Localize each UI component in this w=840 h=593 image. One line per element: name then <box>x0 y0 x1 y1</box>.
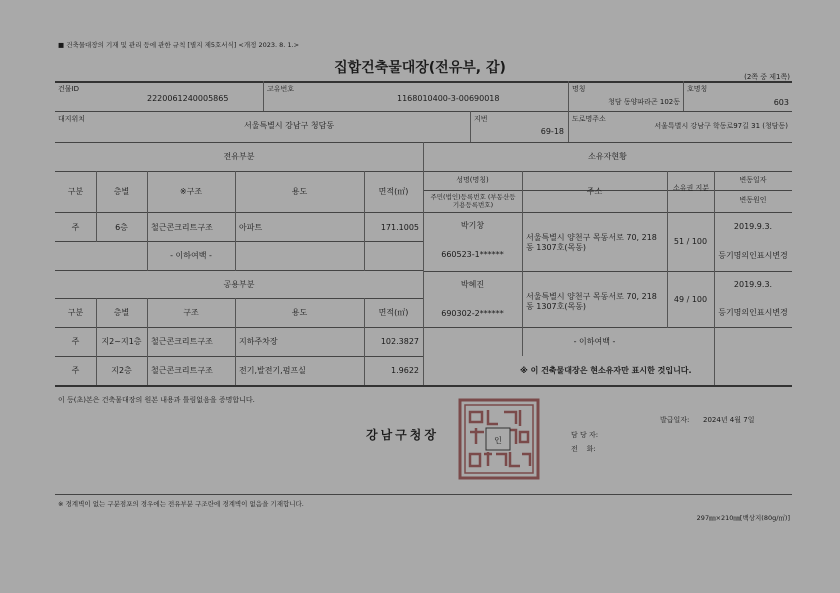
common-header-type: 구분 <box>67 308 84 317</box>
owner-2-name: 박혜진 <box>460 280 485 289</box>
col-header-owner-address: 주소 <box>586 187 603 196</box>
road-address: 서울특별시 강남구 학동로97길 31 (청담동) <box>654 122 788 130</box>
exclusive-use: 아파트 <box>239 223 263 232</box>
owner-1-name: 박기창 <box>460 221 485 230</box>
exclusive-floor: 6층 <box>115 223 128 232</box>
bottom-note: ※ 경계벽이 없는 구분점포의 경우에는 전유부분 구조란에 경계벽이 없음을 기재합니다. <box>58 500 304 508</box>
building-name: 청담 동양파라곤 102동 <box>608 98 680 106</box>
owners-notice: ※ 이 건축물대장은 현소유자만 표시한 것입니다. <box>520 366 692 375</box>
row-divider <box>423 271 792 272</box>
document-title: 집합건축물대장(전유부, 갑) <box>334 60 506 76</box>
col-divider <box>364 171 365 271</box>
col-divider <box>568 81 569 142</box>
col-header-type: 구분 <box>67 187 84 196</box>
col-divider <box>470 111 471 142</box>
form-note: ■ 건축물대장의 기재 및 관리 등에 관한 규칙 [별지 제5호서식] <개정 2023. 8. 1.> <box>58 41 300 49</box>
col-header-floor: 층별 <box>113 187 130 196</box>
paper-spec: 297㎜×210㎜[백상지(80g/㎡)] <box>696 514 790 522</box>
table-top-border <box>55 81 792 83</box>
col-header-change-reason: 변동원인 <box>739 196 767 204</box>
exclusive-structure: 철근콘크리트구조 <box>151 223 213 232</box>
owner-1-change-reason: 등기명의인표시변경 <box>718 251 788 260</box>
col-header-area: 면적(㎡) <box>378 187 409 196</box>
col-divider <box>667 171 668 328</box>
owners-blank-note: - 이하여백 - <box>573 337 616 346</box>
location: 서울특별시 강남구 청담동 <box>244 121 335 130</box>
unit-label: 호명칭 <box>687 85 708 93</box>
lot-number: 69-18 <box>540 127 564 136</box>
common-header-use: 용도 <box>291 308 308 317</box>
col-header-owner-name: 성명(명칭) <box>456 176 489 184</box>
col-divider <box>235 171 236 271</box>
common-2-area: 1.9622 <box>391 366 419 375</box>
row-divider <box>55 270 423 271</box>
name-label: 명칭 <box>572 85 586 93</box>
location-label: 대지위치 <box>58 115 86 123</box>
col-header-owner-id: 주민(법인)등록번호 (부동산등기용등록번호) <box>430 193 516 209</box>
exclusive-blank-note: - 이하여백 - <box>170 251 212 260</box>
col-divider <box>683 81 684 111</box>
col-header-share: 소유권 지분 <box>672 184 710 192</box>
owner-2-id: 690302-2****** <box>441 309 504 318</box>
page-info: (2쪽 중 제1쪽) <box>744 73 790 81</box>
exclusive-section-title: 전유부분 <box>223 152 255 161</box>
official-seal-icon <box>458 398 540 480</box>
svg-text:인: 인 <box>494 436 502 445</box>
common-1-floor: 지2~지1층 <box>101 337 142 346</box>
owner-1-address: 서울특별시 양천구 목동서로 70, 218동 1307호(목동) <box>526 233 657 252</box>
col-header-change-date: 변동일자 <box>739 176 767 184</box>
phone-label: 전 화: <box>571 445 596 453</box>
common-1-area: 102.3827 <box>380 337 419 346</box>
common-2-floor: 지2층 <box>111 366 132 375</box>
common-2-use: 전기,발전기,펌프실 <box>239 366 306 375</box>
col-header-structure: ※구조 <box>179 187 203 196</box>
common-header-floor: 층별 <box>113 308 130 317</box>
owner-2-share: 49 / 100 <box>673 295 708 304</box>
col-header-use: 용도 <box>291 187 308 196</box>
common-header-structure: 구조 <box>183 308 199 317</box>
common-2-structure: 철근콘크리트구조 <box>151 366 213 375</box>
lot-label: 지번 <box>474 115 488 123</box>
owner-2-change-date: 2019.9.3. <box>733 280 773 289</box>
row-divider <box>55 111 792 112</box>
building-id: 2220061240005865 <box>147 94 229 103</box>
common-header-area: 면적(㎡) <box>378 308 409 317</box>
unique-no-label: 고유번호 <box>267 85 295 93</box>
building-id-label: 건물ID <box>58 85 79 93</box>
common-1-structure: 철근콘크리트구조 <box>151 337 213 346</box>
owner-1-share: 51 / 100 <box>673 237 708 246</box>
owner-1-change-date: 2019.9.3. <box>733 222 773 231</box>
table-bottom-border <box>55 385 792 387</box>
issue-date-label: 발급일자: <box>660 416 690 424</box>
common-section-title: 공용부분 <box>223 280 255 289</box>
unique-no: 1168010400-3-00690018 <box>397 94 500 103</box>
unit-name: 603 <box>773 98 789 107</box>
col-divider <box>522 171 523 356</box>
issuer-name: 강남구청장 <box>366 428 439 442</box>
certify-text: 이 등(초)본은 건축물대장의 원본 내용과 틀림없음을 증명합니다. <box>58 396 255 404</box>
owner-1-id: 660523-1****** <box>441 250 504 259</box>
issue-date: 2024년 4월 7일 <box>703 416 755 424</box>
owner-2-address: 서울특별시 양천구 목동서로 70, 218동 1307호(목동) <box>526 292 657 311</box>
row-divider <box>55 298 423 299</box>
row-divider <box>55 241 423 242</box>
owners-section-title: 소유자현황 <box>588 152 627 161</box>
exclusive-type: 주 <box>71 223 80 232</box>
footer-divider <box>55 494 792 495</box>
owner-2-change-reason: 등기명의인표시변경 <box>718 308 788 317</box>
col-divider <box>263 81 264 111</box>
common-2-type: 주 <box>71 366 80 375</box>
exclusive-area: 171.1005 <box>380 223 419 232</box>
common-1-type: 주 <box>71 337 80 346</box>
common-1-use: 지하주차장 <box>239 337 278 346</box>
row-divider <box>55 356 423 357</box>
clerk-label: 담 당 자: <box>571 431 599 439</box>
road-label: 도로명주소 <box>572 115 606 123</box>
